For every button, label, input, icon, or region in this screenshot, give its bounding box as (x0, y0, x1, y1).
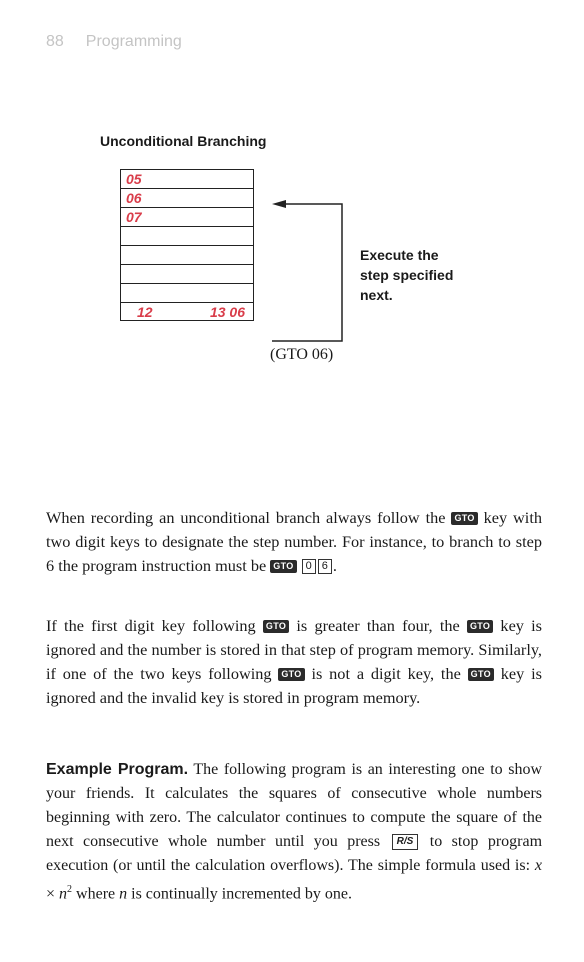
text: is greater than four, the (296, 616, 460, 635)
memory-row (120, 188, 254, 207)
text: key is ignored and the invalid key is stored in program memory. (46, 664, 542, 707)
gto-key: GTO (467, 620, 493, 633)
gto-key: GTO (278, 668, 304, 681)
callout-line: next. (360, 287, 393, 303)
memory-row (120, 207, 254, 226)
step-number: 07 (126, 209, 142, 225)
memory-row (120, 283, 254, 302)
arrow-head (272, 200, 286, 208)
memory-row (120, 264, 254, 283)
branch-callout (360, 245, 453, 305)
section-title: Programming (85, 33, 182, 50)
text: The following program is an interesting one to show your friends. It calculates the squares of consecutive whole numbers beginning with zero. The calculator continues to compute the square of the next consecutive whole number until you press (46, 761, 543, 850)
text: . (332, 556, 337, 575)
formula-x: x (534, 857, 543, 874)
step-code: 13 06 (209, 304, 245, 320)
formula-n: n (119, 885, 128, 903)
digit-key-0: 0 (302, 559, 316, 574)
example-heading: Example Program. (46, 761, 189, 778)
gto-key: GTO (451, 512, 477, 525)
paragraph-recording (46, 506, 542, 578)
step-number: 06 (126, 190, 142, 206)
memory-row (120, 302, 254, 321)
figure-title: Unconditional Branching (100, 133, 267, 149)
page-header (46, 33, 182, 51)
digit-key-6: 6 (318, 559, 332, 574)
text: to stop program execution (or until the calculation overflows). The simple formula used is: (46, 833, 543, 874)
gto-key: GTO (263, 620, 289, 633)
formula-exponent: 2 (67, 884, 73, 895)
callout-line: step specified (360, 267, 454, 283)
text: where (76, 885, 116, 903)
formula-times: × (46, 885, 56, 903)
callout-line: Execute the (360, 247, 439, 263)
branch-line (272, 204, 342, 341)
text: key with two digit keys to designate the step number. For instance, to branch to step 6 the program instruction must be (46, 508, 542, 575)
text: When recording an unconditional branch always follow the (46, 508, 446, 527)
rs-key: R/S (392, 834, 419, 850)
page-number: 88 (46, 33, 64, 50)
text: key is ignored and the number is stored in that step of program memory. Similarly, if one of the two keys following (46, 616, 542, 683)
program-memory-diagram (120, 169, 254, 321)
text: If the first digit key following (46, 616, 256, 635)
gto-label: (GTO 06) (270, 346, 334, 363)
memory-row (120, 245, 254, 264)
gto-key: GTO (270, 560, 296, 573)
gto-key: GTO (468, 668, 494, 681)
text: is continually incremented by one. (131, 885, 352, 903)
formula-n: n (59, 885, 68, 903)
paragraph-example-program (46, 758, 542, 906)
paragraph-digit-rule (46, 614, 542, 710)
step-number: 12 (137, 304, 153, 320)
memory-row (120, 226, 254, 245)
step-number: 05 (126, 171, 142, 187)
text: is not a digit key, the (311, 664, 461, 683)
memory-row (120, 169, 254, 188)
